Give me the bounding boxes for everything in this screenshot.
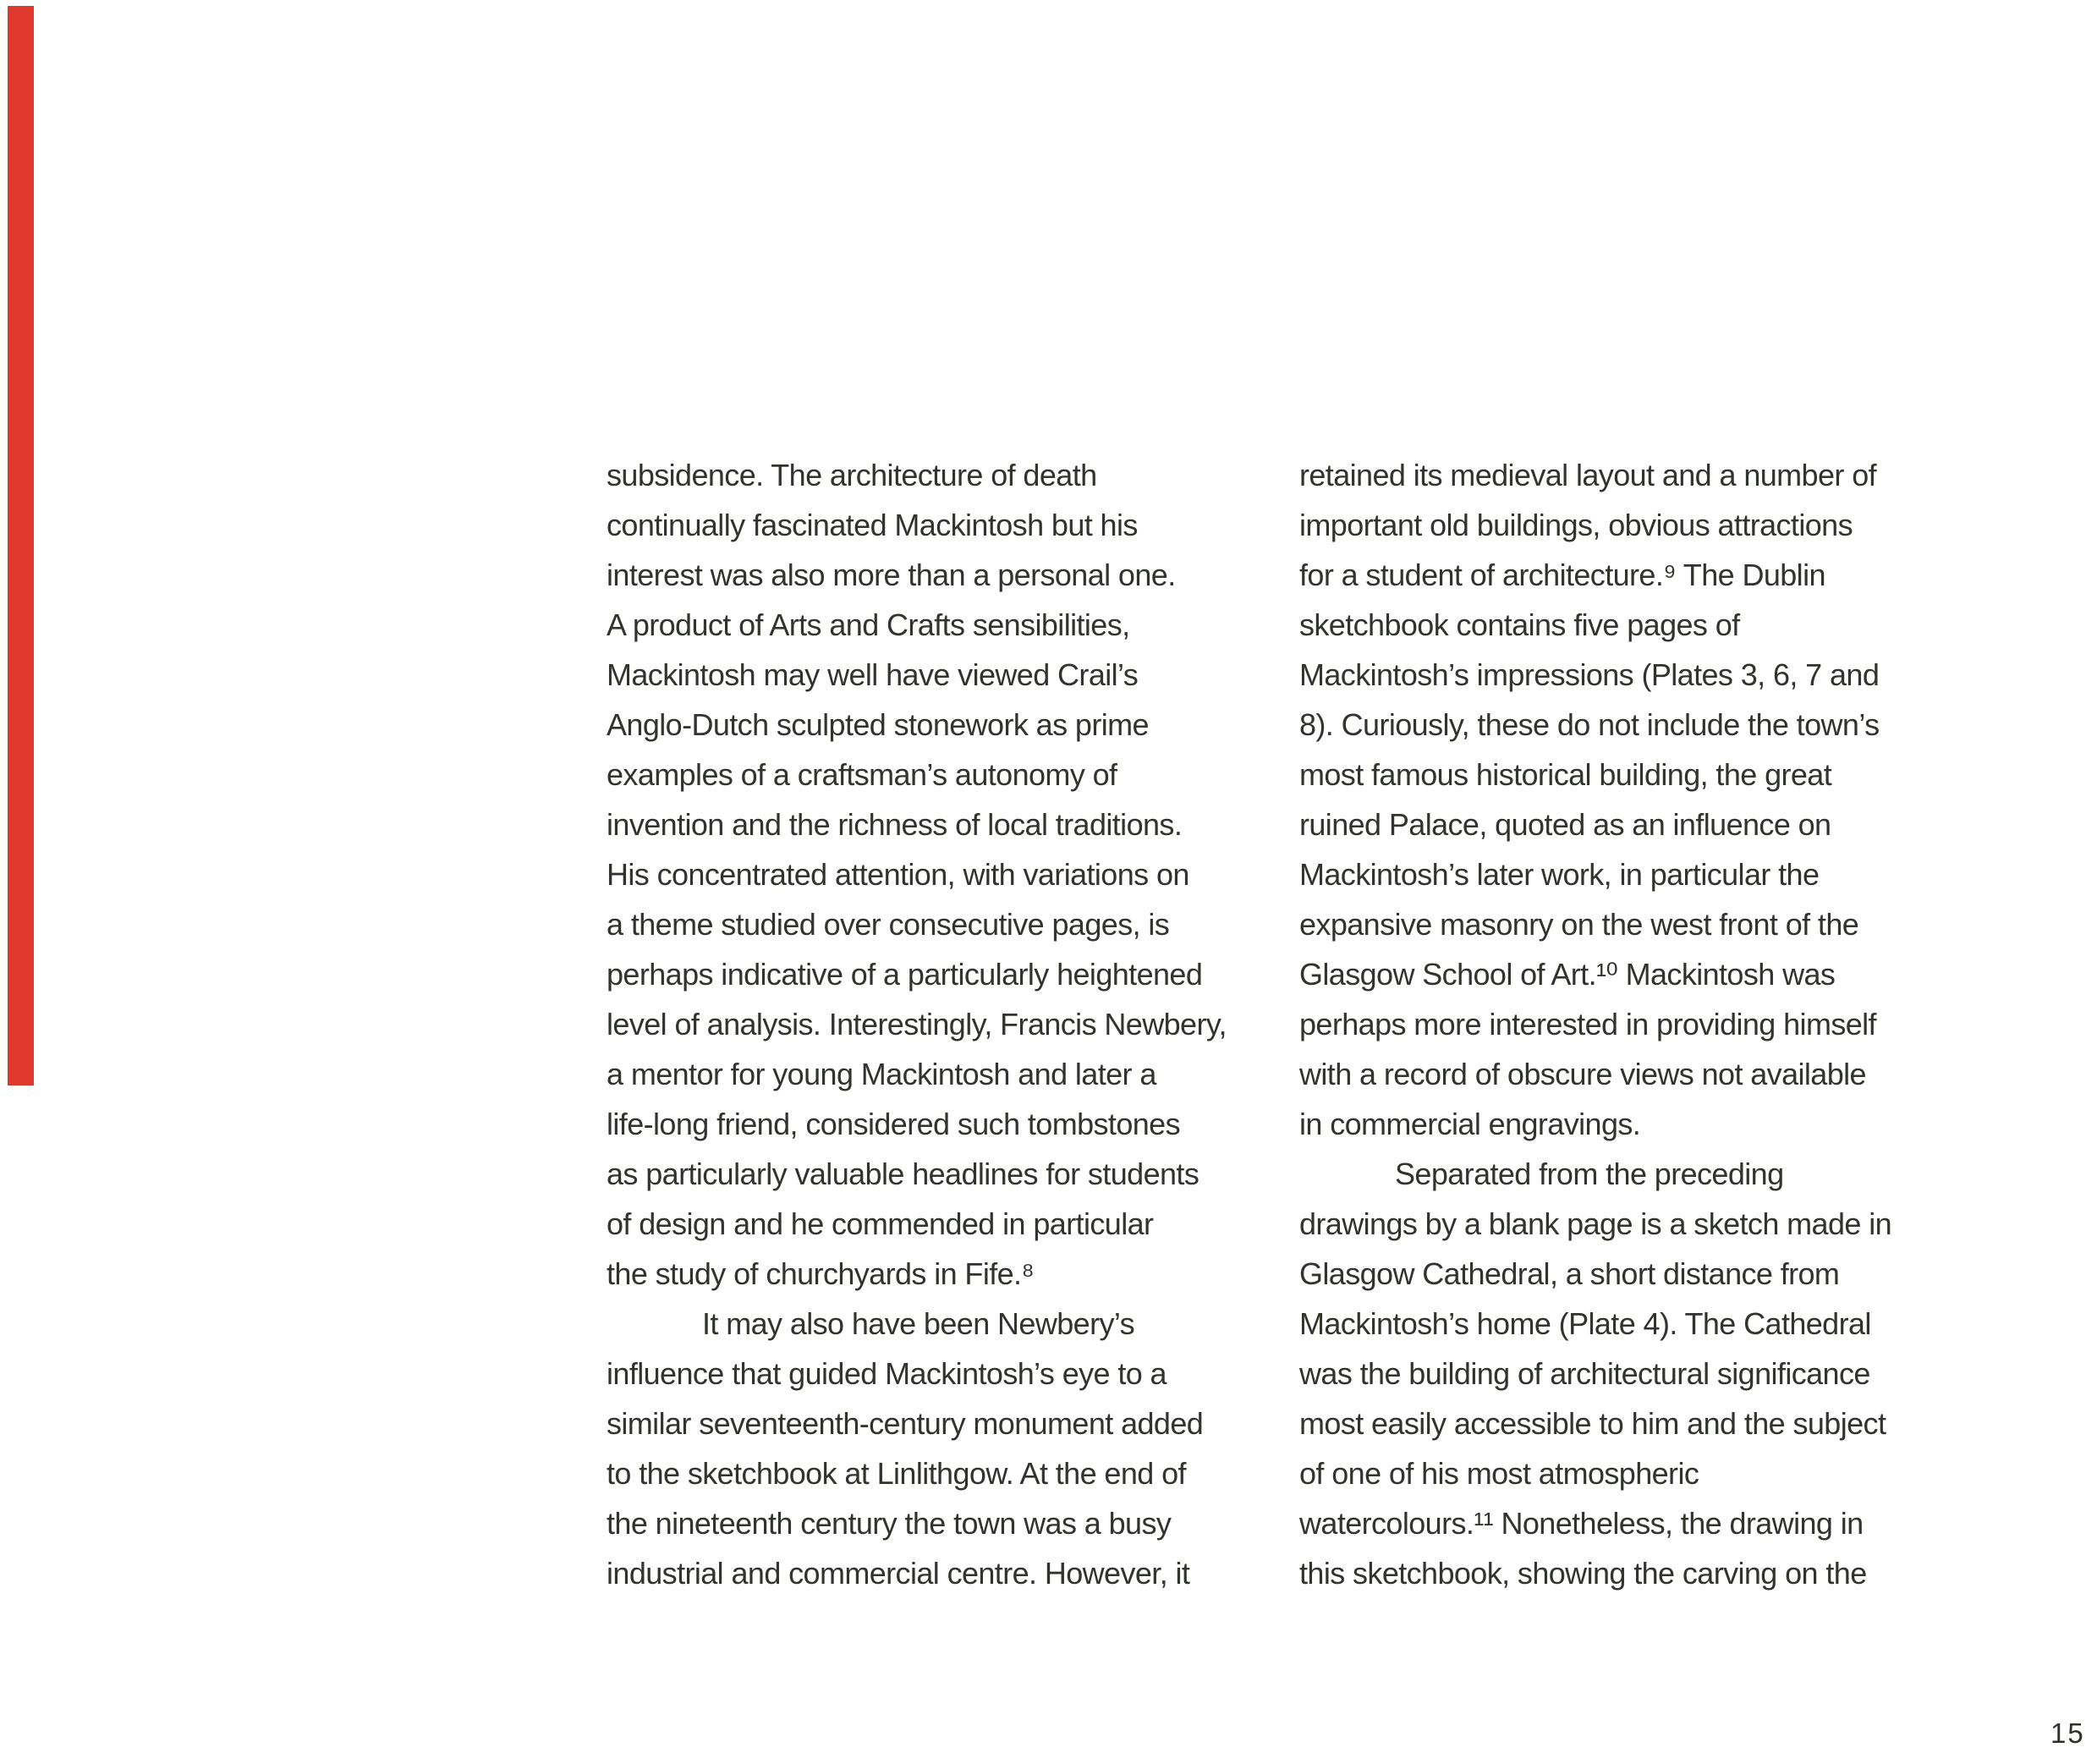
text-line: Glasgow School of Art.¹⁰ Mackintosh was xyxy=(1299,957,1836,992)
text-line: most easily accessible to him and the subject xyxy=(1299,1406,1886,1441)
page-number: 15 xyxy=(2050,1717,2085,1749)
text-line: life-long friend, considered such tombstones xyxy=(607,1107,1180,1141)
text-line: invention and the richness of local traditions. xyxy=(607,807,1183,842)
text-line: the study of churchyards in Fife.⁸ xyxy=(607,1256,1035,1291)
text-line: subsidence. The architecture of death xyxy=(607,458,1097,492)
text-line: most famous historical building, the great xyxy=(1299,757,1832,792)
text-line: in commercial engravings. xyxy=(1299,1107,1641,1141)
text-line: as particularly valuable headlines for students xyxy=(607,1157,1199,1191)
text-line: a theme studied over consecutive pages, is xyxy=(607,907,1170,942)
text-line: influence that guided Mackintosh’s eye to a xyxy=(607,1356,1167,1391)
text-line: with a record of obscure views not available xyxy=(1299,1057,1866,1091)
text-line: A product of Arts and Crafts sensibilities, xyxy=(607,607,1130,642)
left-text-column xyxy=(607,450,1300,1598)
text-line: Glasgow Cathedral, a short distance from xyxy=(1299,1256,1840,1291)
text-line: was the building of architectural significance xyxy=(1299,1356,1870,1391)
text-line: drawings by a blank page is a sketch made in xyxy=(1299,1206,1892,1241)
text-line: expansive masonry on the west front of the xyxy=(1299,907,1859,942)
text-line: watercolours.¹¹ Nonetheless, the drawing in xyxy=(1299,1506,1864,1541)
text-line: important old buildings, obvious attractions xyxy=(1299,508,1853,542)
text-line: examples of a craftsman’s autonomy of xyxy=(607,757,1117,792)
text-line: It may also have been Newbery’s xyxy=(702,1306,1135,1341)
text-line: the nineteenth century the town was a busy xyxy=(607,1506,1172,1541)
text-line: Mackintosh’s impressions (Plates 3, 6, 7 and xyxy=(1299,657,1880,692)
text-line: Anglo-Dutch sculpted stonework as prime xyxy=(607,707,1149,742)
text-line: Mackintosh’s home (Plate 4). The Cathedral xyxy=(1299,1306,1871,1341)
text-line: of one of his most atmospheric xyxy=(1299,1456,1699,1491)
text-line: level of analysis. Interestingly, Francis Newbery, xyxy=(607,1007,1227,1041)
text-line: to the sketchbook at Linlithgow. At the end of xyxy=(607,1456,1186,1491)
text-line: for a student of architecture.⁹ The Dublin xyxy=(1299,558,1825,592)
right-text-column xyxy=(1299,450,1993,1598)
text-line: of design and he commended in particular xyxy=(607,1206,1154,1241)
text-line: retained its medieval layout and a number of xyxy=(1299,458,1877,492)
text-line: industrial and commercial centre. However, it xyxy=(607,1556,1190,1591)
text-line: perhaps indicative of a particularly heightened xyxy=(607,957,1203,992)
text-line: continually fascinated Mackintosh but his xyxy=(607,508,1138,542)
text-line: a mentor for young Mackintosh and later a xyxy=(607,1057,1156,1091)
text-line: Mackintosh may well have viewed Crail’s xyxy=(607,657,1139,692)
text-line: His concentrated attention, with variations on xyxy=(607,857,1189,892)
text-line: interest was also more than a personal one. xyxy=(607,558,1176,592)
red-accent-stripe xyxy=(8,6,34,1085)
text-line: Separated from the preceding xyxy=(1395,1157,1784,1191)
text-line: similar seventeenth-century monument added xyxy=(607,1406,1204,1441)
text-line: ruined Palace, quoted as an influence on xyxy=(1299,807,1831,842)
text-line: this sketchbook, showing the carving on the xyxy=(1299,1556,1867,1591)
text-line: Mackintosh’s later work, in particular the xyxy=(1299,857,1820,892)
text-line: perhaps more interested in providing himself xyxy=(1299,1007,1876,1041)
text-line: sketchbook contains five pages of xyxy=(1299,607,1740,642)
text-line: 8). Curiously, these do not include the town’s xyxy=(1299,707,1880,742)
